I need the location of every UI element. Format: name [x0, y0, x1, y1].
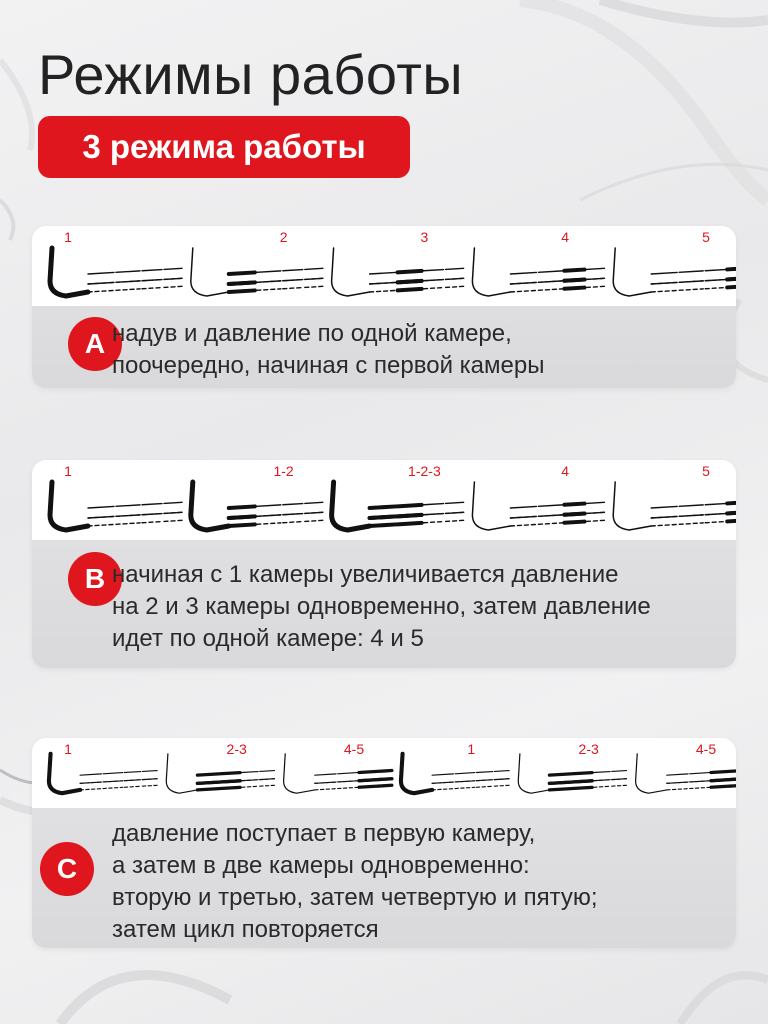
leg-chamber-segment — [424, 270, 444, 271]
leg-chamber-segment — [359, 780, 375, 781]
chamber-label: 4 — [561, 463, 570, 479]
leg-chamber-segment — [729, 771, 736, 772]
chamber-diagram — [49, 754, 157, 793]
leg-chamber-segment — [315, 774, 336, 775]
leg-chamber-segment — [564, 522, 584, 523]
chamber-diagram — [191, 482, 323, 530]
description-line: идет по одной камере: 4 и 5 — [112, 625, 424, 652]
leg-chamber-segment — [729, 779, 736, 780]
leg-chamber-segment — [398, 289, 422, 290]
mode-letter: B — [84, 563, 106, 594]
chamber-label: 2-3 — [226, 741, 247, 757]
leg-chamber-segment — [705, 514, 725, 515]
chamber-diagrams — [32, 460, 736, 540]
description-line: вторую и третью, затем четвертую и пятую; — [112, 884, 598, 911]
leg-chamber-segment — [432, 789, 453, 790]
chamber-label: 4-5 — [695, 741, 717, 757]
modes-count-label: 3 режима работы — [82, 128, 366, 165]
leg-chamber-segment — [370, 290, 396, 292]
mode-letter-badge — [40, 842, 94, 896]
leg-chamber-segment — [142, 288, 162, 289]
leg-chamber-segment — [690, 773, 710, 774]
foot-chamber — [50, 482, 88, 530]
leg-chamber-segment — [538, 523, 562, 524]
leg-chamber-segment — [690, 787, 710, 788]
leg-chamber-segment — [80, 774, 101, 775]
leg-chamber-segment — [242, 786, 258, 787]
chamber-diagram — [613, 482, 736, 530]
leg-chamber-segment — [377, 771, 392, 772]
leg-chamber-segment — [510, 524, 536, 526]
leg-chamber-segment — [88, 506, 114, 508]
leg-chamber-segment — [220, 781, 240, 782]
leg-chamber-segment — [679, 289, 703, 290]
leg-chamber-segment — [424, 504, 444, 505]
leg-chamber-segment — [549, 789, 570, 790]
chamber-diagram — [518, 754, 626, 793]
chamber-diagram — [50, 482, 182, 530]
leg-chamber-segment — [711, 786, 727, 787]
chamber-diagram — [332, 482, 464, 530]
leg-chamber-segment — [197, 789, 218, 790]
leg-chamber-segment — [586, 512, 604, 513]
leg-chamber-segment — [667, 789, 688, 790]
leg-chamber-segment — [705, 522, 725, 523]
leg-chamber-segment — [142, 280, 162, 281]
leg-chamber-segment — [164, 278, 182, 279]
leg-chamber-segment — [549, 774, 570, 775]
leg-chamber-segment — [727, 502, 736, 503]
leg-chamber-segment — [116, 505, 140, 506]
leg-chamber-segment — [586, 278, 604, 279]
leg-chamber-segment — [727, 268, 736, 269]
mode-card-c — [32, 738, 736, 948]
leg-chamber-segment — [446, 502, 464, 503]
chamber-diagram — [284, 754, 392, 793]
description-line: а затем в две камеры одновременно: — [112, 852, 530, 879]
chamber-diagram — [472, 248, 604, 296]
leg-chamber-segment — [80, 789, 101, 790]
chamber-label: 4 — [561, 229, 570, 245]
leg-chamber-segment — [305, 278, 323, 279]
leg-chamber-segment — [538, 271, 562, 272]
chamber-diagram — [50, 248, 182, 296]
leg-chamber-segment — [705, 288, 725, 289]
leg-chamber-segment — [398, 271, 422, 272]
leg-chamber-segment — [359, 786, 375, 787]
leg-chamber-segment — [446, 520, 464, 521]
page-title: Режимы работы — [38, 43, 464, 106]
leg-chamber-segment — [572, 781, 592, 782]
leg-chamber-segment — [398, 281, 422, 282]
chamber-diagram — [166, 754, 274, 793]
leg-chamber-segment — [594, 780, 610, 781]
chamber-diagrams — [32, 738, 736, 808]
leg-chamber-segment — [315, 789, 336, 790]
leg-chamber-segment — [667, 774, 688, 775]
leg-chamber-segment — [651, 290, 677, 292]
leg-chamber-segment — [305, 268, 323, 269]
leg-chamber-segment — [564, 280, 584, 281]
leg-chamber-segment — [260, 771, 275, 772]
foot-chamber — [49, 754, 80, 793]
description-line: затем цикл повторяется — [112, 916, 379, 943]
leg-chamber-segment — [142, 779, 157, 780]
leg-chamber-segment — [338, 773, 358, 774]
leg-chamber-segment — [424, 514, 444, 515]
leg-chamber-segment — [705, 504, 725, 505]
chamber-diagram — [613, 248, 736, 296]
chamber-label: 1-2-3 — [408, 463, 441, 479]
leg-chamber-segment — [377, 785, 392, 786]
leg-chamber-segment — [142, 771, 157, 772]
leg-chamber-segment — [229, 516, 255, 518]
leg-chamber-segment — [116, 289, 140, 290]
mode-letter: A — [84, 328, 106, 359]
description-line: начиная с 1 камеры увеличивается давление — [112, 561, 619, 588]
leg-chamber-segment — [424, 288, 444, 289]
leg-chamber-segment — [586, 502, 604, 503]
leg-chamber-segment — [727, 520, 736, 521]
leg-chamber-segment — [594, 786, 610, 787]
chamber-diagram — [332, 248, 464, 296]
leg-chamber-segment — [229, 506, 255, 508]
description-line: поочередно, начиная с первой камеры — [112, 352, 545, 379]
leg-chamber-segment — [283, 280, 303, 281]
leg-chamber-segment — [359, 772, 375, 773]
leg-chamber-segment — [370, 516, 396, 518]
leg-chamber-segment — [494, 785, 509, 786]
leg-chamber-segment — [257, 271, 281, 272]
leg-chamber-segment — [260, 785, 275, 786]
leg-chamber-segment — [305, 286, 323, 287]
chamber-label: 1 — [64, 741, 72, 757]
chamber-label: 1 — [64, 229, 72, 245]
leg-chamber-segment — [164, 286, 182, 287]
leg-chamber-segment — [586, 268, 604, 269]
leg-chamber-segment — [257, 505, 281, 506]
leg-chamber-segment — [370, 524, 396, 526]
leg-chamber-segment — [283, 504, 303, 505]
leg-chamber-segment — [424, 522, 444, 523]
leg-chamber-segment — [116, 271, 140, 272]
leg-chamber-segment — [377, 779, 392, 780]
leg-chamber-segment — [729, 785, 736, 786]
leg-chamber-segment — [510, 272, 536, 274]
mode-letter: C — [56, 853, 78, 884]
chamber-diagram — [401, 754, 509, 793]
leg-chamber-segment — [283, 270, 303, 271]
leg-chamber-segment — [446, 512, 464, 513]
leg-chamber-segment — [164, 502, 182, 503]
leg-chamber-segment — [370, 506, 396, 508]
leg-chamber-segment — [229, 282, 255, 284]
leg-chamber-segment — [446, 286, 464, 287]
leg-chamber-segment — [651, 272, 677, 274]
foot-chamber — [284, 754, 315, 793]
foot-chamber — [332, 482, 370, 530]
leg-chamber-segment — [242, 780, 258, 781]
foot-chamber — [191, 482, 229, 530]
leg-chamber-segment — [229, 290, 255, 292]
leg-chamber-segment — [398, 505, 422, 506]
leg-chamber-segment — [88, 524, 114, 526]
leg-chamber-segment — [220, 773, 240, 774]
leg-chamber-segment — [594, 772, 610, 773]
leg-chamber-segment — [727, 512, 736, 513]
leg-chamber-segment — [283, 288, 303, 289]
chamber-diagrams — [32, 226, 736, 306]
chamber-label: 1 — [467, 741, 476, 757]
foot-chamber — [332, 248, 370, 296]
chamber-label: 1 — [64, 463, 72, 479]
foot-chamber — [636, 754, 667, 793]
leg-chamber-segment — [283, 522, 303, 523]
leg-chamber-segment — [586, 520, 604, 521]
leg-chamber-segment — [705, 280, 725, 281]
chamber-diagram — [191, 248, 323, 296]
leg-chamber-segment — [538, 505, 562, 506]
leg-chamber-segment — [424, 280, 444, 281]
leg-chamber-segment — [510, 290, 536, 292]
leg-chamber-segment — [564, 504, 584, 505]
foot-chamber — [191, 248, 229, 296]
leg-chamber-segment — [197, 774, 218, 775]
leg-chamber-segment — [257, 289, 281, 290]
leg-chamber-segment — [446, 278, 464, 279]
mode-card-a — [32, 226, 736, 388]
leg-chamber-segment — [398, 515, 422, 516]
chamber-diagram — [472, 482, 604, 530]
leg-chamber-segment — [257, 523, 281, 524]
leg-chamber-segment — [727, 278, 736, 279]
foot-chamber — [613, 482, 651, 530]
leg-chamber-segment — [711, 772, 727, 773]
mode-description — [112, 318, 544, 382]
foot-chamber — [613, 248, 651, 296]
leg-chamber-segment — [432, 774, 453, 775]
foot-chamber — [472, 248, 510, 296]
leg-chamber-segment — [510, 506, 536, 508]
foot-chamber — [50, 248, 88, 296]
leg-chamber-segment — [572, 773, 592, 774]
leg-chamber-segment — [124, 786, 140, 787]
leg-chamber-segment — [229, 524, 255, 526]
leg-chamber-segment — [164, 268, 182, 269]
leg-chamber-segment — [370, 272, 396, 274]
chamber-label: 2 — [279, 229, 288, 245]
mode-diagram-strip — [32, 738, 736, 808]
leg-chamber-segment — [455, 787, 475, 788]
foot-chamber — [401, 754, 432, 793]
leg-chamber-segment — [586, 286, 604, 287]
description-line: на 2 и 3 камеры одновременно, затем давление — [112, 593, 651, 620]
leg-chamber-segment — [612, 771, 627, 772]
leg-chamber-segment — [305, 520, 323, 521]
chamber-label: 2-3 — [578, 741, 599, 757]
chamber-label: 4-5 — [343, 741, 365, 757]
leg-chamber-segment — [476, 786, 492, 787]
chamber-label: 5 — [702, 463, 710, 479]
leg-chamber-segment — [564, 270, 584, 271]
leg-chamber-segment — [124, 772, 140, 773]
foot-chamber — [166, 754, 197, 793]
leg-chamber-segment — [124, 780, 140, 781]
leg-chamber-segment — [229, 272, 255, 274]
leg-chamber-segment — [612, 785, 627, 786]
foot-chamber — [472, 482, 510, 530]
description-line: давление поступает в первую камеру, — [112, 820, 536, 847]
leg-chamber-segment — [679, 505, 703, 506]
leg-chamber-segment — [564, 288, 584, 289]
leg-chamber-segment — [705, 270, 725, 271]
leg-chamber-segment — [142, 522, 162, 523]
leg-chamber-segment — [283, 514, 303, 515]
leg-chamber-segment — [446, 268, 464, 269]
leg-chamber-segment — [538, 289, 562, 290]
leg-chamber-segment — [142, 785, 157, 786]
leg-chamber-segment — [242, 772, 258, 773]
leg-chamber-segment — [476, 772, 492, 773]
leg-chamber-segment — [612, 779, 627, 780]
leg-chamber-segment — [116, 523, 140, 524]
leg-chamber-segment — [572, 787, 592, 788]
leg-chamber-segment — [260, 779, 275, 780]
leg-chamber-segment — [549, 782, 570, 783]
leg-chamber-segment — [88, 290, 114, 292]
leg-chamber-segment — [305, 512, 323, 513]
leg-chamber-segment — [727, 286, 736, 287]
leg-chamber-segment — [142, 270, 162, 271]
leg-chamber-segment — [103, 787, 123, 788]
leg-chamber-segment — [651, 506, 677, 508]
mode-diagram-strip — [32, 226, 736, 306]
chamber-label: 3 — [420, 229, 429, 245]
leg-chamber-segment — [494, 771, 509, 772]
leg-chamber-segment — [651, 524, 677, 526]
leg-chamber-segment — [142, 504, 162, 505]
modes-count-badge — [38, 116, 410, 178]
mode-diagram-strip — [32, 460, 736, 540]
leg-chamber-segment — [142, 514, 162, 515]
leg-chamber-segment — [338, 787, 358, 788]
leg-chamber-segment — [476, 780, 492, 781]
leg-chamber-segment — [711, 780, 727, 781]
mode-description — [112, 559, 651, 655]
leg-chamber-segment — [88, 272, 114, 274]
leg-chamber-segment — [679, 271, 703, 272]
leg-chamber-segment — [197, 782, 218, 783]
leg-chamber-segment — [305, 502, 323, 503]
leg-chamber-segment — [398, 523, 422, 524]
foot-chamber — [518, 754, 549, 793]
leg-chamber-segment — [455, 773, 475, 774]
description-line: надув и давление по одной камере, — [112, 320, 512, 347]
leg-chamber-segment — [164, 512, 182, 513]
leg-chamber-segment — [494, 779, 509, 780]
leg-chamber-segment — [220, 787, 240, 788]
leg-chamber-segment — [164, 520, 182, 521]
chamber-label: 5 — [702, 229, 710, 245]
leg-chamber-segment — [103, 773, 123, 774]
leg-chamber-segment — [564, 514, 584, 515]
mode-description — [112, 818, 598, 946]
chamber-diagram — [636, 754, 736, 793]
chamber-label: 1-2 — [273, 463, 294, 479]
leg-chamber-segment — [679, 523, 703, 524]
mode-card-b — [32, 460, 736, 668]
